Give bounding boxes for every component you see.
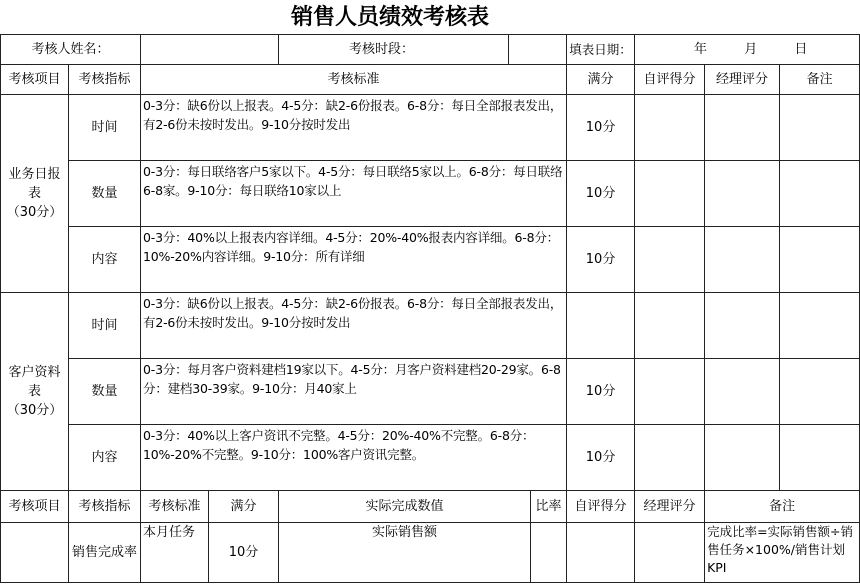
- self-score-cell[interactable]: [635, 227, 705, 293]
- day-label: 日: [794, 42, 808, 57]
- self-score-cell[interactable]: [635, 95, 705, 161]
- header-full-score: 满分: [209, 491, 279, 523]
- remarks-cell[interactable]: [780, 293, 860, 359]
- score-cell: [567, 293, 635, 359]
- header-remarks: 备注: [705, 491, 860, 523]
- indicator-cell: 时间: [69, 95, 141, 161]
- indicator-cell: 内容: [69, 227, 141, 293]
- indicator-cell: 内容: [69, 425, 141, 491]
- header-actual-value: 实际完成数值: [279, 491, 531, 523]
- fill-date-field[interactable]: [635, 35, 860, 65]
- period-field[interactable]: [509, 35, 567, 65]
- group2-name: 客户资料 表 （30分）: [1, 293, 69, 491]
- page-title: 销售人员绩效考核表: [290, 5, 489, 30]
- score-cell: 10分: [567, 359, 635, 425]
- remarks-cell[interactable]: [780, 425, 860, 491]
- manager-score-cell[interactable]: [705, 293, 780, 359]
- self-score-cell[interactable]: [635, 425, 705, 491]
- remarks-cell[interactable]: [780, 161, 860, 227]
- header-ratio: 比率: [531, 491, 567, 523]
- header-self-score: 自评得分: [635, 65, 705, 95]
- table-row: [1, 161, 860, 227]
- header-manager-score: 经理评分: [635, 491, 705, 523]
- header-row: [1, 65, 860, 95]
- manager-score-cell[interactable]: [705, 227, 780, 293]
- indicator-cell: 时间: [69, 293, 141, 359]
- manager-score-cell[interactable]: [705, 359, 780, 425]
- examinee-name-label: 考核人姓名：: [1, 35, 141, 65]
- year-label: 年: [694, 42, 708, 57]
- score-cell: 10分: [567, 161, 635, 227]
- self-score-cell[interactable]: [567, 523, 635, 583]
- manager-score-cell[interactable]: [635, 523, 705, 583]
- period-label: 考核时段：: [279, 35, 509, 65]
- indicator-cell: 数量: [69, 161, 141, 227]
- self-score-cell[interactable]: [635, 161, 705, 227]
- manager-score-cell[interactable]: [705, 425, 780, 491]
- remarks-cell[interactable]: [780, 227, 860, 293]
- self-score-cell[interactable]: [635, 293, 705, 359]
- sales-standard: 本月任务: [141, 523, 209, 583]
- table-row: [1, 227, 860, 293]
- remarks-cell[interactable]: [780, 95, 860, 161]
- table-row: [1, 523, 860, 583]
- sales-actual: 实际销售额: [279, 523, 531, 583]
- header-row-2: [1, 491, 860, 523]
- header-remarks: 备注: [780, 65, 860, 95]
- appraisal-table: [0, 34, 860, 583]
- standard-cell: 0-3分：缺6份以上报表。4-5分：缺2-6份报表。6-8分：每日全部报表发出，有2-6份未按时发出。9-10分按时发出: [141, 95, 567, 161]
- header-self-score: 自评得分: [567, 491, 635, 523]
- self-score-cell[interactable]: [635, 359, 705, 425]
- standard-cell: 0-3分：缺6份以上报表。4-5分：缺2-6份报表。6-8分：每日全部报表发出，有2-6份未按时发出。9-10分按时发出: [141, 293, 567, 359]
- remarks-cell[interactable]: [780, 359, 860, 425]
- month-label: 月: [744, 42, 758, 57]
- fill-date-label: 填表日期：: [567, 35, 635, 65]
- sales-full-score: 10分: [209, 523, 279, 583]
- examinee-name-field[interactable]: [141, 35, 279, 65]
- header-item: 考核项目: [1, 491, 69, 523]
- score-cell: 10分: [567, 95, 635, 161]
- score-cell: 10分: [567, 227, 635, 293]
- table-row: [1, 293, 860, 359]
- standard-cell: 0-3分：40%以上报表内容详细。4-5分：20%-40%报表内容详细。6-8分：10%-20%内容详细。9-10分：所有详细: [141, 227, 567, 293]
- header-indicator: 考核指标: [69, 491, 141, 523]
- header-standard: 考核标准: [141, 65, 567, 95]
- header-standard: 考核标准: [141, 491, 209, 523]
- score-cell: 10分: [567, 425, 635, 491]
- indicator-cell: 数量: [69, 359, 141, 425]
- header-indicator: 考核指标: [69, 65, 141, 95]
- standard-cell: 0-3分：40%以上客户资讯不完整。4-5分：20%-40%不完整。6-8分：10%-20%不完整。9-10分：100%客户资讯完整。: [141, 425, 567, 491]
- standard-cell: 0-3分：每日联络客户5家以下。4-5分：每日联络5家以上。6-8分：每日联络6-8家。9-10分：每日联络10家以上: [141, 161, 567, 227]
- table-row: [1, 359, 860, 425]
- table-row: [1, 425, 860, 491]
- header-full-score: 满分: [567, 65, 635, 95]
- manager-score-cell[interactable]: [705, 95, 780, 161]
- table-row: [1, 95, 860, 161]
- header-manager-score: 经理评分: [705, 65, 780, 95]
- group1-name: 业务日报 表 （30分）: [1, 95, 69, 293]
- header-item: 考核项目: [1, 65, 69, 95]
- sales-remarks: 完成比率=实际销售额÷销售任务×100%/销售计划KPI: [705, 523, 860, 583]
- sales-indicator: 销售完成率: [69, 523, 141, 583]
- info-row: [1, 35, 860, 65]
- standard-cell: 0-3分：每月客户资料建档19家以下。4-5分：月客户资料建档20-29家。6-8分：建档30-39家。9-10分：月40家上: [141, 359, 567, 425]
- manager-score-cell[interactable]: [705, 161, 780, 227]
- sales-ratio-cell[interactable]: [531, 523, 567, 583]
- sales-item-cell[interactable]: [1, 523, 69, 583]
